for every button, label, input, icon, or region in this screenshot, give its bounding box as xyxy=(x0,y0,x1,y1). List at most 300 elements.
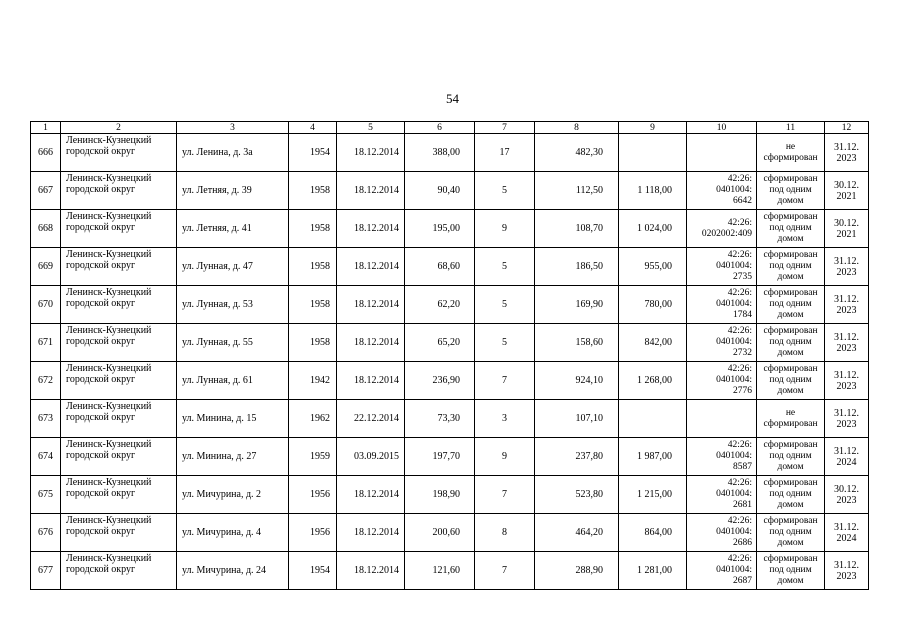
cadastral-number-cell xyxy=(687,134,757,172)
row-number-cell xyxy=(31,514,61,552)
row-number-cell xyxy=(31,400,61,438)
municipality-cell xyxy=(61,134,177,172)
cadastral-number-line: 2681 xyxy=(733,500,752,510)
cadastral-number-cell xyxy=(687,552,757,590)
cadastral-number-cell xyxy=(687,438,757,476)
cadastral-number-line: 2732 xyxy=(733,348,752,358)
total-area-text: 924,10 xyxy=(575,375,603,386)
area-cell xyxy=(405,400,475,438)
total-area-cell xyxy=(535,172,619,210)
year-cell xyxy=(289,172,337,210)
cadastral-number-line: 0401004: xyxy=(716,261,752,271)
area-text: 121,60 xyxy=(432,565,460,576)
address-cell xyxy=(177,286,289,324)
municipality-line: Ленинск-Кузнецкий xyxy=(66,477,152,488)
land-status-line: домом xyxy=(777,234,804,244)
land-area-cell xyxy=(619,210,687,248)
deadline-line: 30.12. xyxy=(834,217,859,229)
land-status-line: домом xyxy=(777,310,804,320)
land-status-line: под одним xyxy=(769,565,812,575)
deadline-line: 2023 xyxy=(836,152,857,164)
cadastral-number-cell xyxy=(687,248,757,286)
address-text: ул. Ленина, д. 3а xyxy=(182,147,253,158)
total-area-text: 112,50 xyxy=(575,185,603,196)
deadline-cell xyxy=(825,286,869,324)
cadastral-number-line: 42:26: xyxy=(727,217,752,228)
cadastral-number-line: 8587 xyxy=(733,462,752,472)
table-row xyxy=(31,286,869,324)
row-number-cell xyxy=(31,362,61,400)
page-number: 54 xyxy=(446,91,459,106)
municipality-cell xyxy=(61,514,177,552)
land-status-line: сформирован xyxy=(763,478,818,488)
address-text: ул. Мичурина, д. 24 xyxy=(182,565,267,576)
cadastral-number-cell xyxy=(687,210,757,248)
date-cell xyxy=(337,362,405,400)
land-status-line: сформирован xyxy=(763,516,818,526)
municipality-line: Ленинск-Кузнецкий xyxy=(66,173,152,184)
cadastral-number-line: 6642 xyxy=(733,196,752,206)
people-cell xyxy=(475,134,535,172)
date-text: 18.12.2014 xyxy=(354,527,399,538)
total-area-cell xyxy=(535,514,619,552)
year-cell xyxy=(289,134,337,172)
date-text: 03.09.2015 xyxy=(354,451,399,462)
year-cell xyxy=(289,286,337,324)
municipality-line: городской округ xyxy=(66,298,136,309)
municipality-line: Ленинск-Кузнецкий xyxy=(66,135,152,146)
people-text: 5 xyxy=(502,261,507,272)
total-area-text: 108,70 xyxy=(575,223,603,234)
people-text: 5 xyxy=(502,337,507,348)
column-number: 9 xyxy=(619,122,687,134)
total-area-cell xyxy=(535,552,619,590)
deadline-cell xyxy=(825,210,869,248)
year-cell xyxy=(289,324,337,362)
column-number: 10 xyxy=(687,122,757,134)
land-status-line: сформирован xyxy=(763,554,818,564)
land-area-text: 780,00 xyxy=(644,299,672,310)
people-text: 3 xyxy=(502,413,507,424)
land-status-line: сформирован xyxy=(763,418,818,429)
total-area-cell xyxy=(535,134,619,172)
table-row xyxy=(31,552,869,590)
land-status-cell xyxy=(757,134,825,172)
people-text: 17 xyxy=(499,147,510,158)
deadline-cell xyxy=(825,400,869,438)
cadastral-number-cell xyxy=(687,476,757,514)
date-text: 18.12.2014 xyxy=(354,261,399,272)
cadastral-number-cell xyxy=(687,514,757,552)
deadline-line: 2023 xyxy=(836,418,857,430)
year-cell xyxy=(289,400,337,438)
land-status-cell xyxy=(757,286,825,324)
total-area-cell xyxy=(535,248,619,286)
year-text: 1954 xyxy=(310,147,330,158)
column-number: 7 xyxy=(475,122,535,134)
deadline-line: 2023 xyxy=(836,570,857,582)
year-cell xyxy=(289,476,337,514)
cadastral-number-line: 42:26: xyxy=(727,174,752,184)
cadastral-number-line: 0401004: xyxy=(716,375,752,385)
land-status-cell xyxy=(757,400,825,438)
people-cell xyxy=(475,324,535,362)
land-status-cell xyxy=(757,172,825,210)
cadastral-number-line: 42:26: xyxy=(727,554,752,564)
municipality-cell xyxy=(61,476,177,514)
address-text: ул. Летняя, д. 39 xyxy=(182,185,252,196)
housing-table xyxy=(30,121,869,590)
deadline-line: 30.12. xyxy=(834,483,859,495)
cadastral-number-line: 0202002:409 xyxy=(701,228,752,239)
column-number: 6 xyxy=(405,122,475,134)
land-status-cell xyxy=(757,248,825,286)
area-cell xyxy=(405,514,475,552)
cadastral-number-line: 0401004: xyxy=(716,299,752,309)
total-area-text: 523,80 xyxy=(575,489,603,500)
municipality-line: Ленинск-Кузнецкий xyxy=(66,553,152,564)
date-cell xyxy=(337,172,405,210)
deadline-line: 2023 xyxy=(836,380,857,392)
cadastral-number-line: 0401004: xyxy=(716,337,752,347)
total-area-cell xyxy=(535,400,619,438)
address-cell xyxy=(177,134,289,172)
year-text: 1954 xyxy=(310,565,330,576)
people-cell xyxy=(475,400,535,438)
table-row xyxy=(31,210,869,248)
total-area-cell xyxy=(535,324,619,362)
municipality-line: городской округ xyxy=(66,260,136,271)
land-status-line: под одним xyxy=(769,299,812,309)
people-cell xyxy=(475,248,535,286)
land-status-line: под одним xyxy=(769,375,812,385)
land-status-cell xyxy=(757,552,825,590)
area-text: 388,00 xyxy=(432,147,460,158)
land-area-cell xyxy=(619,400,687,438)
row-number: 668 xyxy=(38,223,53,234)
land-status-line: сформирован xyxy=(763,174,818,184)
municipality-cell xyxy=(61,324,177,362)
land-status-line: под одним xyxy=(769,261,812,271)
total-area-cell xyxy=(535,476,619,514)
people-text: 5 xyxy=(502,299,507,310)
land-status-line: под одним xyxy=(769,527,812,537)
land-area-cell xyxy=(619,362,687,400)
cadastral-number-line: 42:26: xyxy=(727,364,752,374)
total-area-text: 169,90 xyxy=(575,299,603,310)
people-cell xyxy=(475,552,535,590)
land-area-text: 1 268,00 xyxy=(637,375,672,386)
area-text: 236,90 xyxy=(432,375,460,386)
row-number: 667 xyxy=(38,185,53,196)
year-text: 1958 xyxy=(310,185,330,196)
address-cell xyxy=(177,476,289,514)
land-area-text: 1 024,00 xyxy=(637,223,672,234)
table-row xyxy=(31,172,869,210)
municipality-line: Ленинск-Кузнецкий xyxy=(66,515,152,526)
area-text: 73,30 xyxy=(437,413,460,424)
municipality-line: Ленинск-Кузнецкий xyxy=(66,211,152,222)
land-area-text: 1 118,00 xyxy=(637,185,672,196)
land-area-text: 955,00 xyxy=(644,261,672,272)
table-row xyxy=(31,324,869,362)
land-area-cell xyxy=(619,286,687,324)
deadline-line: 31.12. xyxy=(834,255,859,267)
total-area-text: 464,20 xyxy=(575,527,603,538)
people-text: 7 xyxy=(502,375,507,386)
row-number-cell xyxy=(31,476,61,514)
municipality-cell xyxy=(61,286,177,324)
land-area-cell xyxy=(619,134,687,172)
land-area-text: 842,00 xyxy=(644,337,672,348)
row-number: 673 xyxy=(38,413,53,424)
deadline-line: 31.12. xyxy=(834,331,859,343)
land-status-line: под одним xyxy=(769,223,812,233)
address-cell xyxy=(177,248,289,286)
deadline-cell xyxy=(825,552,869,590)
total-area-text: 237,80 xyxy=(575,451,603,462)
land-status-line: под одним xyxy=(769,185,812,195)
row-number-cell xyxy=(31,134,61,172)
cadastral-number-line: 2735 xyxy=(733,272,752,282)
date-text: 18.12.2014 xyxy=(354,185,399,196)
row-number: 669 xyxy=(38,261,53,272)
land-status-line: домом xyxy=(777,500,804,510)
deadline-cell xyxy=(825,134,869,172)
cadastral-number-line: 0401004: xyxy=(716,185,752,195)
table-row xyxy=(31,400,869,438)
municipality-line: городской округ xyxy=(66,146,136,157)
cadastral-number-line: 42:26: xyxy=(727,250,752,260)
address-text: ул. Лунная, д. 55 xyxy=(182,337,253,348)
land-area-text: 1 987,00 xyxy=(637,451,672,462)
land-status-line: не xyxy=(785,141,796,152)
year-text: 1942 xyxy=(310,375,330,386)
people-text: 7 xyxy=(502,565,507,576)
people-cell xyxy=(475,438,535,476)
row-number: 671 xyxy=(38,337,53,348)
row-number-cell xyxy=(31,172,61,210)
municipality-line: Ленинск-Кузнецкий xyxy=(66,439,152,450)
land-status-line: домом xyxy=(777,462,804,472)
cadastral-number-line: 0401004: xyxy=(716,527,752,537)
area-text: 62,20 xyxy=(437,299,460,310)
people-cell xyxy=(475,514,535,552)
cadastral-number-cell xyxy=(687,362,757,400)
area-text: 198,90 xyxy=(432,489,460,500)
cadastral-number-line: 1784 xyxy=(733,310,752,320)
deadline-line: 31.12. xyxy=(834,407,859,419)
total-area-cell xyxy=(535,286,619,324)
people-cell xyxy=(475,286,535,324)
land-status-cell xyxy=(757,210,825,248)
row-number: 666 xyxy=(38,147,53,158)
total-area-text: 288,90 xyxy=(575,565,603,576)
municipality-cell xyxy=(61,400,177,438)
total-area-text: 107,10 xyxy=(575,413,603,424)
date-cell xyxy=(337,514,405,552)
cadastral-number-line: 42:26: xyxy=(727,440,752,450)
table-row xyxy=(31,248,869,286)
address-text: ул. Лунная, д. 53 xyxy=(182,299,253,310)
municipality-line: Ленинск-Кузнецкий xyxy=(66,287,152,298)
land-status-line: сформирован xyxy=(763,440,818,450)
date-cell xyxy=(337,210,405,248)
column-number: 5 xyxy=(337,122,405,134)
deadline-cell xyxy=(825,324,869,362)
date-text: 18.12.2014 xyxy=(354,565,399,576)
land-area-cell xyxy=(619,514,687,552)
cadastral-number-cell xyxy=(687,286,757,324)
address-cell xyxy=(177,362,289,400)
year-text: 1958 xyxy=(310,337,330,348)
row-number: 672 xyxy=(38,375,53,386)
row-number: 677 xyxy=(38,565,53,576)
area-text: 200,60 xyxy=(432,527,460,538)
area-text: 68,60 xyxy=(437,261,460,272)
land-status-line: домом xyxy=(777,196,804,206)
year-text: 1956 xyxy=(310,489,330,500)
deadline-line: 31.12. xyxy=(834,141,859,153)
date-cell xyxy=(337,400,405,438)
deadline-line: 2021 xyxy=(836,190,857,202)
municipality-line: Ленинск-Кузнецкий xyxy=(66,363,152,374)
total-area-cell xyxy=(535,438,619,476)
municipality-line: Ленинск-Кузнецкий xyxy=(66,325,152,336)
address-cell xyxy=(177,324,289,362)
land-status-line: под одним xyxy=(769,489,812,499)
year-text: 1958 xyxy=(310,261,330,272)
land-status-line: домом xyxy=(777,386,804,396)
cadastral-number-line: 2776 xyxy=(733,386,752,396)
land-status-line: сформирован xyxy=(763,326,818,336)
year-cell xyxy=(289,362,337,400)
table-row xyxy=(31,438,869,476)
cadastral-number-cell xyxy=(687,324,757,362)
address-text: ул. Мичурина, д. 2 xyxy=(182,489,262,500)
address-text: ул. Лунная, д. 61 xyxy=(182,375,253,386)
cadastral-number-cell xyxy=(687,400,757,438)
deadline-line: 30.12. xyxy=(834,179,859,191)
people-cell xyxy=(475,172,535,210)
row-number-cell xyxy=(31,324,61,362)
municipality-line: городской округ xyxy=(66,526,136,537)
date-text: 18.12.2014 xyxy=(354,489,399,500)
row-number-cell xyxy=(31,286,61,324)
cadastral-number-line: 42:26: xyxy=(727,478,752,488)
date-text: 22.12.2014 xyxy=(354,413,399,424)
deadline-line: 2024 xyxy=(836,456,857,468)
land-status-cell xyxy=(757,476,825,514)
deadline-line: 31.12. xyxy=(834,293,859,305)
deadline-cell xyxy=(825,438,869,476)
deadline-line: 2023 xyxy=(836,304,857,316)
land-area-cell xyxy=(619,476,687,514)
year-cell xyxy=(289,248,337,286)
address-cell xyxy=(177,400,289,438)
municipality-line: городской округ xyxy=(66,450,136,461)
column-number: 4 xyxy=(289,122,337,134)
municipality-line: городской округ xyxy=(66,488,136,499)
land-area-cell xyxy=(619,438,687,476)
column-number: 11 xyxy=(757,122,825,134)
table-row xyxy=(31,476,869,514)
row-number: 670 xyxy=(38,299,53,310)
land-area-cell xyxy=(619,248,687,286)
year-text: 1958 xyxy=(310,299,330,310)
deadline-line: 2023 xyxy=(836,342,857,354)
municipality-line: Ленинск-Кузнецкий xyxy=(66,249,152,260)
row-number: 674 xyxy=(38,451,53,462)
area-text: 195,00 xyxy=(432,223,460,234)
table-row xyxy=(31,362,869,400)
total-area-text: 482,30 xyxy=(575,147,603,158)
total-area-text: 158,60 xyxy=(575,337,603,348)
land-status-line: сформирован xyxy=(763,250,818,260)
municipality-line: городской округ xyxy=(66,336,136,347)
address-cell xyxy=(177,172,289,210)
date-cell xyxy=(337,134,405,172)
land-status-line: сформирован xyxy=(763,288,818,298)
deadline-line: 31.12. xyxy=(834,521,859,533)
land-status-cell xyxy=(757,324,825,362)
row-number: 675 xyxy=(38,489,53,500)
year-cell xyxy=(289,210,337,248)
date-text: 18.12.2014 xyxy=(354,337,399,348)
deadline-line: 2023 xyxy=(836,494,857,506)
deadline-cell xyxy=(825,172,869,210)
people-cell xyxy=(475,362,535,400)
date-cell xyxy=(337,438,405,476)
row-number-cell xyxy=(31,248,61,286)
cadastral-number-line: 42:26: xyxy=(727,288,752,298)
cadastral-number-cell xyxy=(687,172,757,210)
table-row xyxy=(31,514,869,552)
people-text: 9 xyxy=(502,451,507,462)
deadline-line: 31.12. xyxy=(834,369,859,381)
date-cell xyxy=(337,286,405,324)
total-area-cell xyxy=(535,362,619,400)
deadline-line: 2021 xyxy=(836,228,857,240)
total-area-cell xyxy=(535,210,619,248)
people-cell xyxy=(475,476,535,514)
land-area-cell xyxy=(619,552,687,590)
municipality-line: городской округ xyxy=(66,184,136,195)
year-cell xyxy=(289,552,337,590)
year-text: 1956 xyxy=(310,527,330,538)
year-cell xyxy=(289,514,337,552)
column-number: 8 xyxy=(535,122,619,134)
area-text: 90,40 xyxy=(437,185,460,196)
land-area-text: 1 281,00 xyxy=(637,565,672,576)
area-cell xyxy=(405,134,475,172)
people-text: 5 xyxy=(502,185,507,196)
row-number-cell xyxy=(31,210,61,248)
date-cell xyxy=(337,552,405,590)
area-cell xyxy=(405,210,475,248)
municipality-line: Ленинск-Кузнецкий xyxy=(66,401,152,412)
people-cell xyxy=(475,210,535,248)
row-number-cell xyxy=(31,438,61,476)
land-status-line: под одним xyxy=(769,451,812,461)
area-cell xyxy=(405,172,475,210)
address-cell xyxy=(177,514,289,552)
column-number: 12 xyxy=(825,122,869,134)
municipality-cell xyxy=(61,248,177,286)
address-text: ул. Минина, д. 15 xyxy=(182,413,257,424)
cadastral-number-line: 0401004: xyxy=(716,489,752,499)
cadastral-number-line: 42:26: xyxy=(727,516,752,526)
